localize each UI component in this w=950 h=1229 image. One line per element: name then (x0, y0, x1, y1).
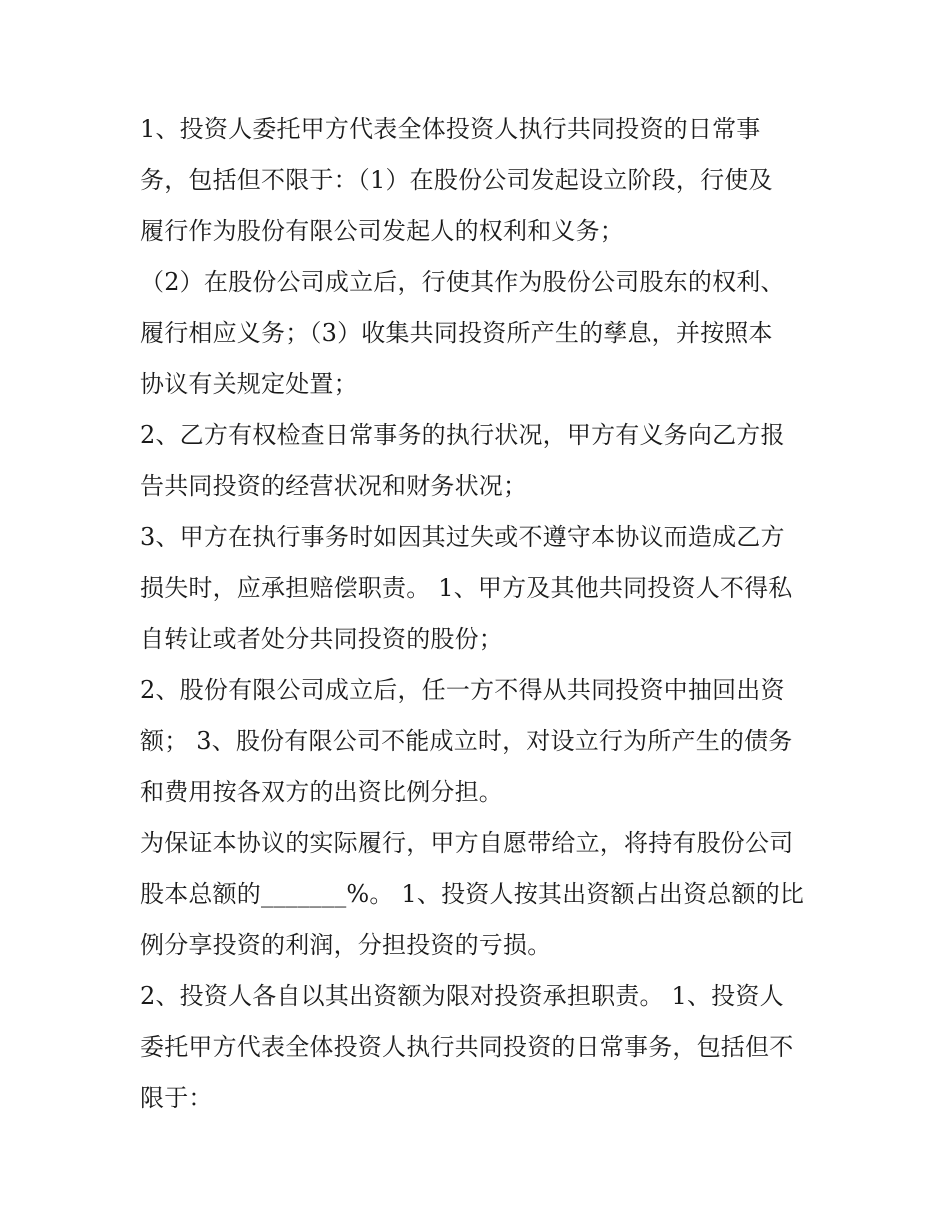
text-line: 为保证本协议的实际履行，甲方自愿带给立，将持有股份公司 (140, 829, 794, 857)
text-line: 3、甲方在执行事务时如因其过失或不遵守本协议而造成乙方 (140, 523, 785, 551)
text-line: （2）在股份公司成立后，行使其作为股份公司股东的权利、 (140, 268, 785, 296)
text-line: 2、乙方有权检查日常事务的执行状况，甲方有义务向乙方报 (140, 421, 785, 449)
text-line: 履行作为股份有限公司发起人的权利和义务； (140, 217, 624, 245)
text-line: 限于： (140, 1084, 213, 1112)
text-line: 务，包括但不限于：（1）在股份公司发起设立阶段，行使及 (140, 166, 773, 194)
text-line: 2、股份有限公司成立后，任一方不得从共同投资中抽回出资 (140, 676, 785, 704)
text-line: 自转让或者处分共同投资的股份； (140, 625, 503, 653)
text-line: 委托甲方代表全体投资人执行共同投资的日常事务，包括但不 (140, 1033, 794, 1061)
text-line: 例分享投资的利润，分担投资的亏损。 (140, 931, 552, 959)
text-line: 2、投资人各自以其出资额为限对投资承担职责。 1、投资人 (140, 982, 784, 1010)
text-line: 和费用按各双方的出资比例分担。 (140, 778, 503, 806)
text-line: 额； 3、股份有限公司不能成立时，对设立行为所产生的债务 (140, 727, 793, 755)
document-body (140, 104, 820, 1124)
text-line: 损失时，应承担赔偿职责。 1、甲方及其他共同投资人不得私 (140, 574, 793, 602)
text-line: 股本总额的_______%。 1、投资人按其出资额占出资总额的比 (140, 880, 805, 908)
text-line: 1、投资人委托甲方代表全体投资人执行共同投资的日常事 (140, 115, 761, 143)
text-line: 告共同投资的经营状况和财务状况； (140, 472, 528, 500)
text-line: 协议有关规定处置； (140, 370, 358, 398)
text-line: 履行相应义务；（3）收集共同投资所产生的孳息，并按照本 (140, 319, 773, 347)
